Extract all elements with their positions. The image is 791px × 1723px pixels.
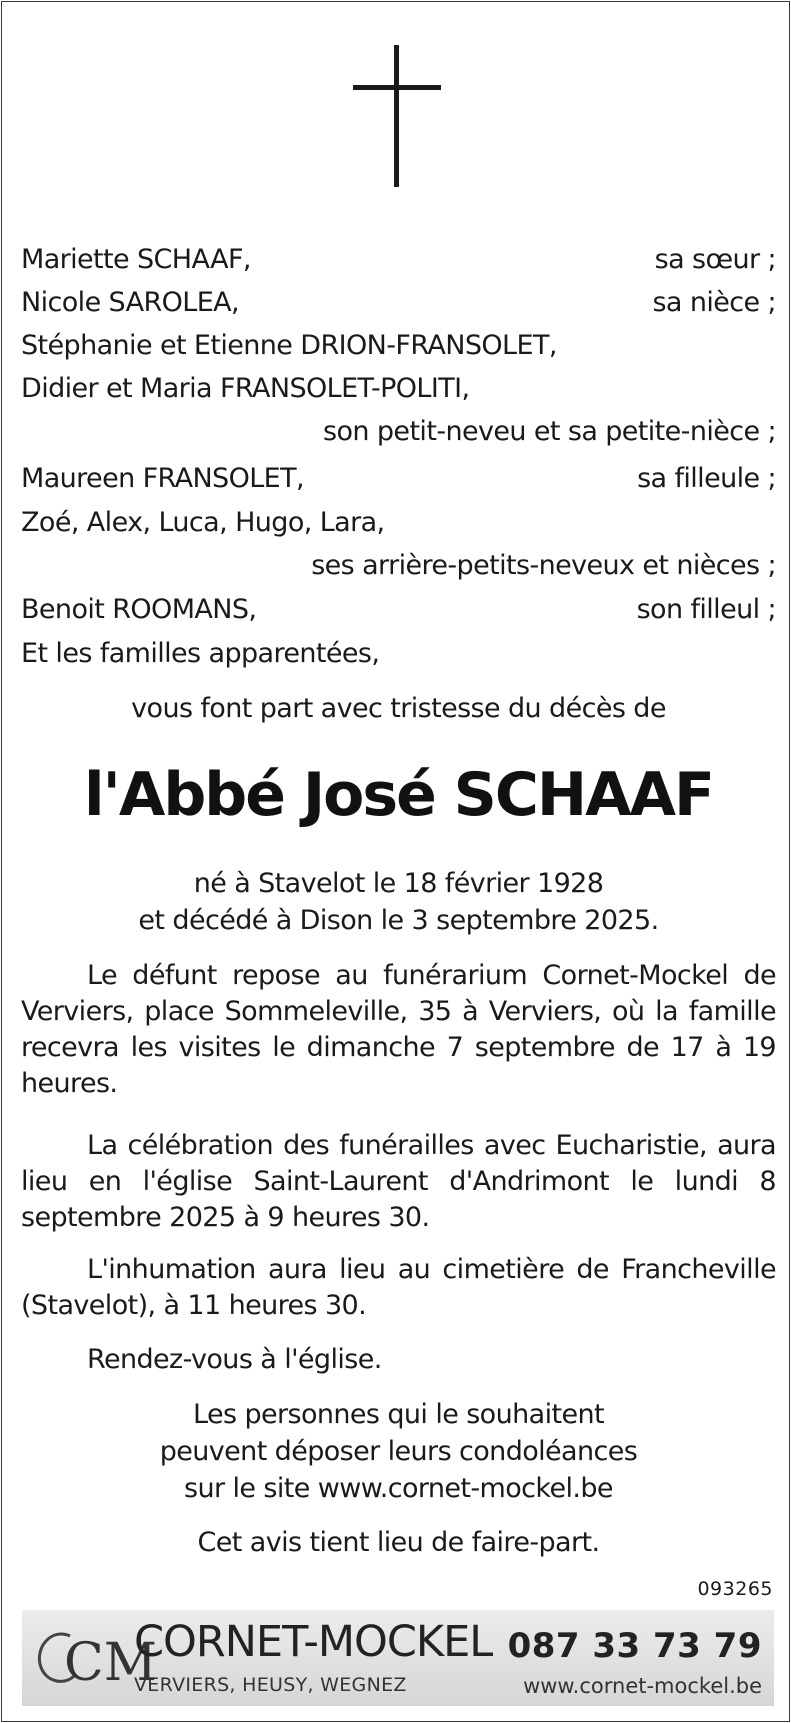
announcement-text: vous font part avec tristesse du décès de	[131, 693, 666, 724]
paragraph-text: L'inhumation aura lieu au cimetière de Francheville (Stavelot), à 11 heures 30.	[21, 1254, 776, 1321]
logo-text: CM	[64, 1633, 158, 1693]
cross-icon	[353, 45, 441, 187]
birth-line: né à Stavelot le 18 février 1928	[193, 868, 604, 899]
paragraph-text: Le défunt repose au funérarium Cornet-Mockel de Verviers, place Sommeleville, 35 à Verviers, où la famille recevra les visites le dimanche 7 septembre de 17 à 19 heures.	[21, 960, 776, 1099]
relative-name: Stéphanie et Etienne DRION-FRANSOLET,	[21, 330, 557, 361]
brand-locations: VERVIERS, HEUSY, WEGNEZ	[134, 1674, 407, 1696]
reference-number: 093265	[697, 1578, 773, 1600]
paragraph-ceremony	[21, 1128, 776, 1236]
relative-name: Benoit ROOMANS,	[21, 594, 257, 625]
relative-relation: sa filleule ;	[637, 463, 776, 494]
obituary-notice	[1, 1, 790, 1722]
paragraph-burial	[21, 1252, 776, 1324]
relative-relation: sa sœur ;	[654, 244, 776, 275]
condolences-line: peuvent déposer leurs condoléances	[159, 1436, 638, 1467]
brand-website: www.cornet-mockel.be	[523, 1674, 762, 1698]
brand-name: CORNET-MOCKEL	[134, 1617, 493, 1667]
relative-name: Mariette SCHAAF,	[21, 244, 251, 275]
relative-relation: son filleul ;	[636, 594, 776, 625]
condolences-line: sur le site www.cornet-mockel.be	[184, 1473, 613, 1504]
paragraph-text: La célébration des funérailles avec Eucharistie, aura lieu en l'église Saint-Laurent d'Andrimont le lundi 8 septembre 2025 à 9 heures 30.	[21, 1130, 776, 1233]
relative-name: Nicole SAROLEA,	[21, 287, 240, 318]
relative-name: Didier et Maria FRANSOLET-POLITI,	[21, 373, 470, 404]
brand-phone: 087 33 73 79	[507, 1626, 762, 1666]
relative-name: Zoé, Alex, Luca, Hugo, Lara,	[21, 507, 385, 538]
death-line: et décédé à Dison le 3 septembre 2025.	[138, 905, 659, 936]
paragraph-visitation	[21, 958, 776, 1102]
relative-relation: sa nièce ;	[652, 287, 776, 318]
relative-name: Maureen FRANSOLET,	[21, 463, 305, 494]
paragraph-meeting	[21, 1342, 776, 1378]
relative-relation: son petit-neveu et sa petite-nièce ;	[323, 416, 776, 447]
condolences-line: Les personnes qui le souhaitent	[193, 1399, 604, 1430]
paragraph-text: Rendez-vous à l'église.	[87, 1344, 382, 1375]
relative-relation: ses arrière-petits-neveux et nièces ;	[311, 550, 776, 581]
cornet-mockel-logo-icon	[30, 1616, 158, 1700]
relative-name: Et les familles apparentées,	[21, 638, 380, 669]
notice-text: Cet avis tient lieu de faire-part.	[197, 1527, 600, 1558]
funeral-home-banner	[22, 1610, 774, 1706]
deceased-name: l'Abbé José SCHAAF	[83, 760, 713, 830]
